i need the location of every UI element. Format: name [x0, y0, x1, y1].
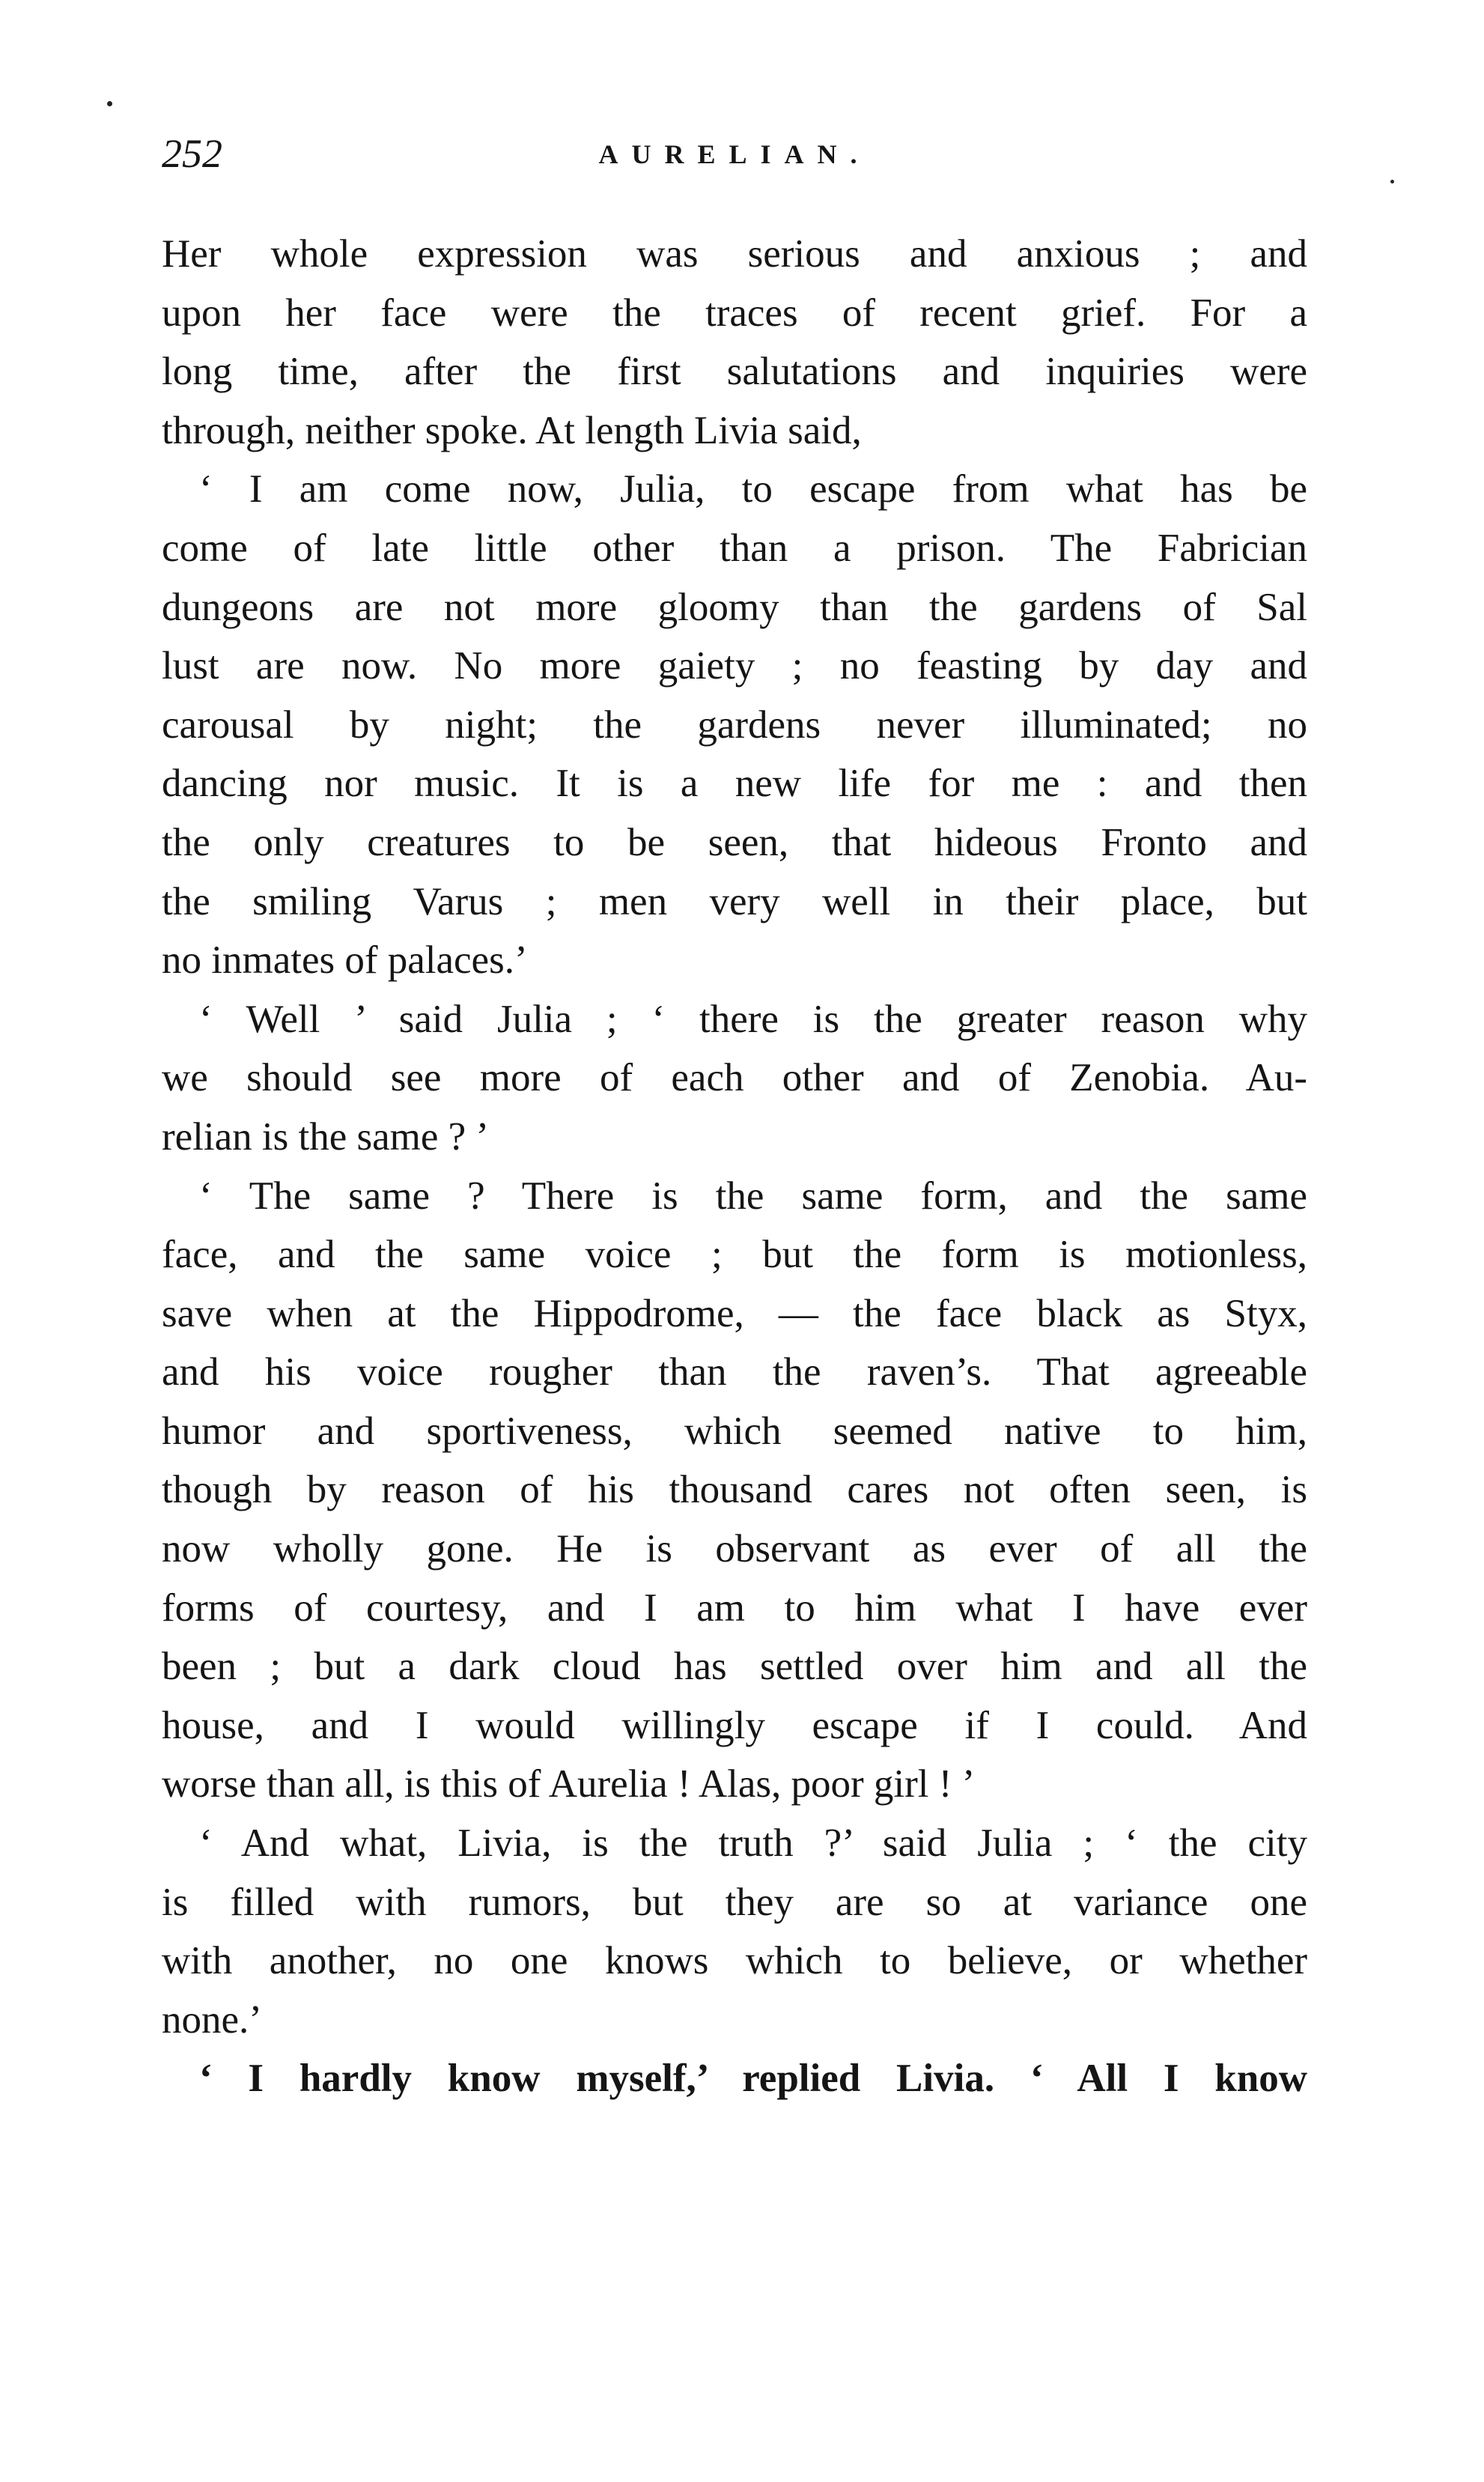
text-line: ‘ The same ? There is the same form, and the same — [199, 1174, 1307, 1218]
page-number: 252 — [162, 131, 222, 176]
text-line: house, and I would willingly escape if I could. And — [162, 1703, 1307, 1747]
text-line: the smiling Varus ; men very well in their place, but — [162, 879, 1307, 923]
text-line: with another, no one knows which to believe, or whether — [162, 1939, 1307, 1983]
ink-speck — [1390, 180, 1394, 183]
text-line: dungeons are not more gloomy than the gardens of Sal — [162, 585, 1307, 629]
text-line: is filled with rumors, but they are so at variance one — [162, 1880, 1307, 1924]
text-line: upon her face were the traces of recent grief. For a — [162, 291, 1307, 335]
text-line: we should see more of each other and of Zenobia. Au- — [162, 1056, 1307, 1100]
text-line: relian is the same ? ’ — [162, 1114, 490, 1159]
text-line: been ; but a dark cloud has settled over him and all the — [162, 1645, 1307, 1689]
text-line: the only creatures to be seen, that hideous Fronto and — [162, 820, 1307, 864]
text-line: long time, after the first salutations and inquiries were — [162, 350, 1307, 394]
text-line: now wholly gone. He is observant as ever of all the — [162, 1527, 1307, 1571]
text-line: though by reason of his thousand cares not often seen, is — [162, 1468, 1307, 1512]
text-line: ‘ I am come now, Julia, to escape from what has be — [199, 467, 1307, 512]
text-line: ‘ Well ’ said Julia ; ‘ there is the greater reason why — [199, 997, 1307, 1041]
body-text — [162, 225, 1307, 2108]
text-line: face, and the same voice ; but the form is motionless, — [162, 1233, 1307, 1277]
text-line: dancing nor music. It is a new life for me : and then — [162, 762, 1307, 806]
text-line: come of late little other than a prison. The Fabrician — [162, 526, 1307, 570]
page-header — [162, 124, 1307, 183]
text-line: worse than all, is this of Aurelia ! Alas, poor girl ! ’ — [162, 1762, 976, 1806]
text-line: and his voice rougher than the raven’s. That agreeable — [162, 1350, 1307, 1395]
ink-speck — [107, 101, 112, 106]
text-line: carousal by night; the gardens never illuminated; no — [162, 703, 1307, 747]
text-line: ‘ And what, Livia, is the truth ?’ said Julia ; ‘ the city — [199, 1821, 1307, 1866]
text-line: Her whole expression was serious and anxious ; and — [162, 232, 1307, 276]
running-head: AURELIAN. — [598, 139, 871, 169]
text-line: no inmates of palaces.’ — [162, 938, 528, 983]
text-line: forms of courtesy, and I am to him what I have ever — [162, 1586, 1307, 1630]
text-line: lust are now. No more gaiety ; no feasting by day and — [162, 644, 1307, 688]
text-line: humor and sportiveness, which seemed native to him, — [162, 1409, 1307, 1453]
text-line: save when at the Hippodrome, — the face black as Styx, — [162, 1291, 1307, 1335]
text-line: none.’ — [162, 1997, 262, 2042]
text-line: through, neither spoke. At length Livia said, — [162, 408, 862, 452]
text-line: ‘ I hardly know myself,’ replied Livia. ‘ All I know — [199, 2057, 1307, 2101]
